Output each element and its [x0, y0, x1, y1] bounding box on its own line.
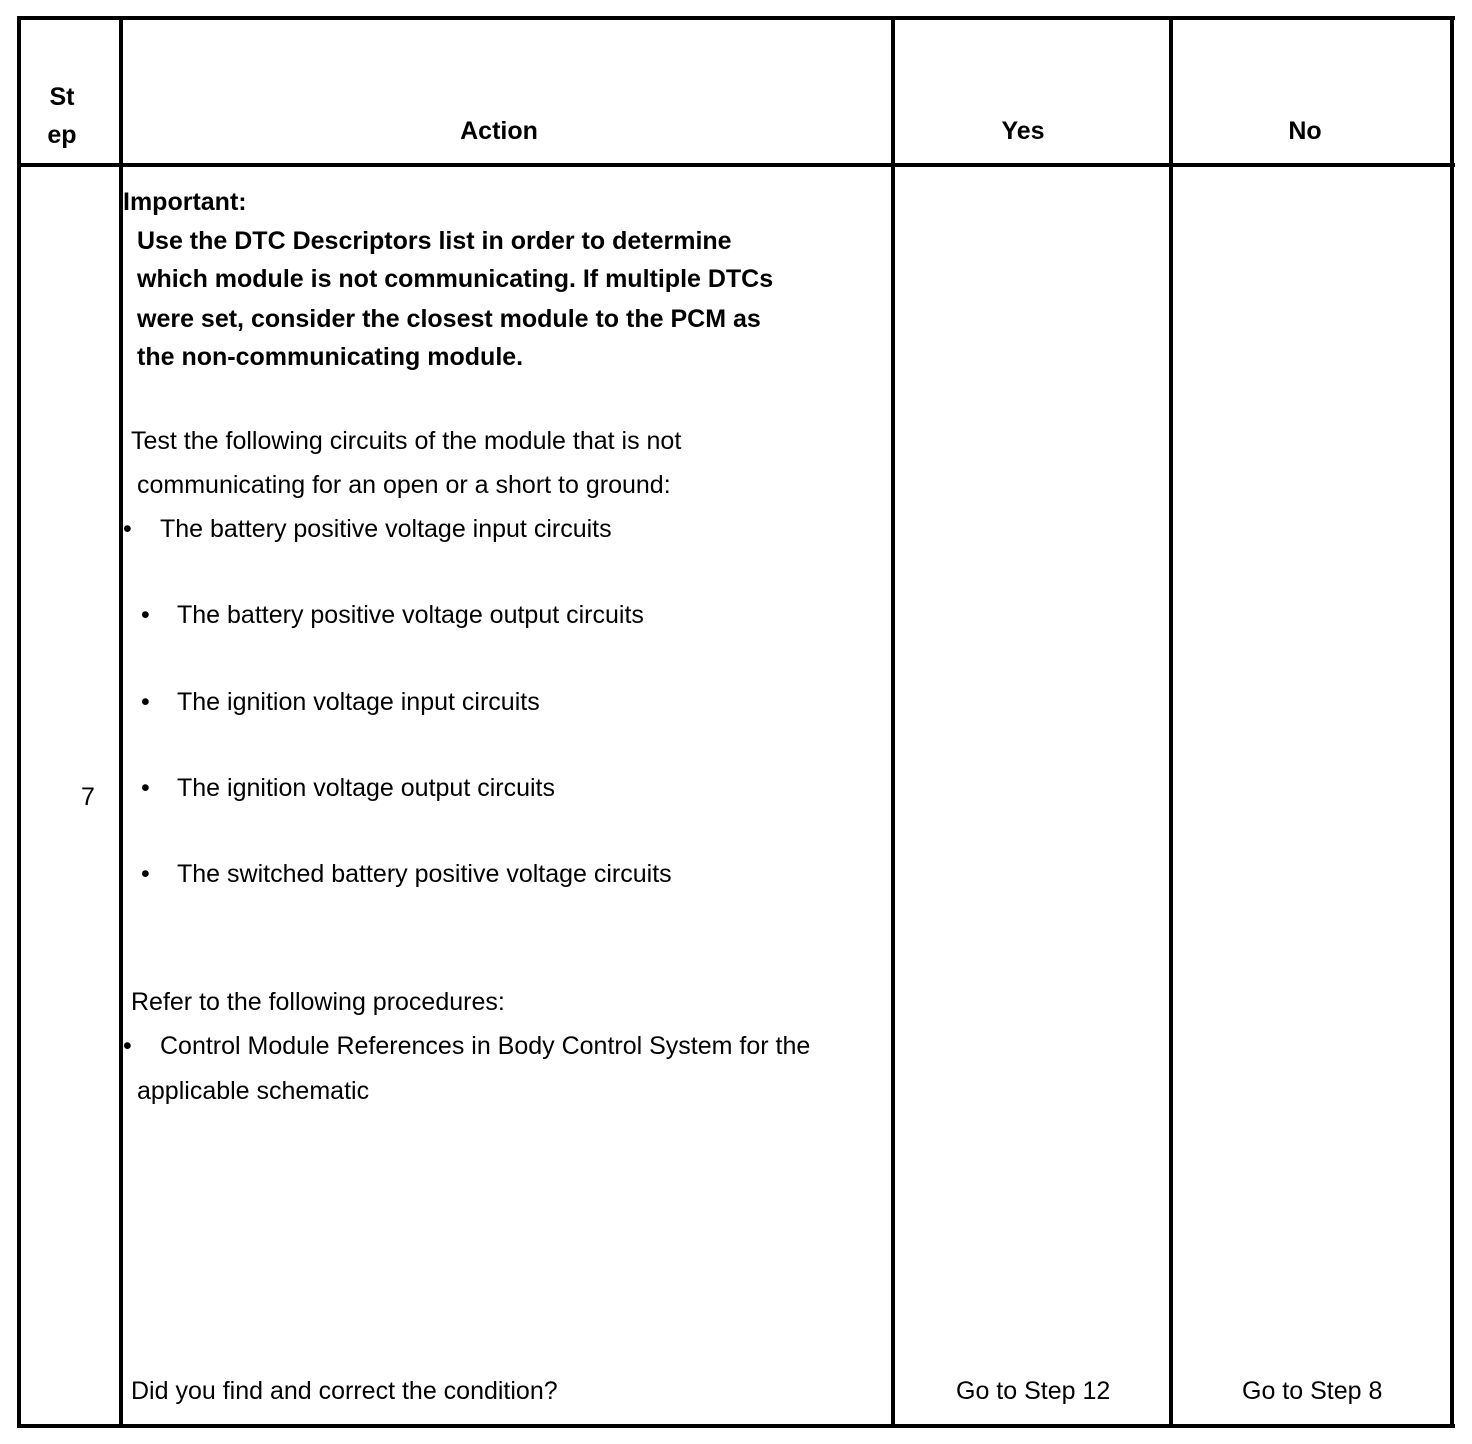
- test-item-1: The battery positive voltage input circuits: [160, 515, 612, 543]
- important-line-1: Use the DTC Descriptors list in order to determine: [137, 227, 732, 255]
- table-right-border: [1450, 16, 1454, 1428]
- question: Did you find and correct the condition?: [131, 1377, 558, 1405]
- header-step-line1: St: [49, 83, 75, 111]
- refer-item-line-2: applicable schematic: [137, 1077, 370, 1105]
- table-top-border: [17, 16, 1455, 20]
- important-line-2: which module is not communicating. If multiple DTCs: [137, 265, 774, 293]
- test-intro-line-2: communicating for an open or a short to ground:: [137, 471, 671, 499]
- refer-intro: Refer to the following procedures:: [131, 988, 505, 1016]
- test-item-2: The battery positive voltage output circuits: [177, 601, 644, 629]
- bullet-icon: •: [141, 860, 150, 888]
- table-left-border: [17, 16, 21, 1428]
- bullet-icon: •: [141, 774, 150, 802]
- header-action: Action: [460, 117, 538, 145]
- bullet-icon: •: [123, 1032, 132, 1060]
- test-item-3: The ignition voltage input circuits: [177, 688, 540, 716]
- header-yes: Yes: [1001, 117, 1045, 145]
- step-number: 7: [81, 783, 95, 811]
- yes-result: Go to Step 12: [956, 1377, 1111, 1405]
- important-line-4: the non-communicating module.: [137, 343, 524, 371]
- header-step-line2: ep: [47, 121, 77, 149]
- table-bottom-border: [17, 1424, 1455, 1428]
- important-line-3: were set, consider the closest module to the PCM as: [137, 305, 761, 333]
- test-intro-line-1: Test the following circuits of the module that is not: [131, 427, 682, 455]
- header-step: [21, 78, 103, 154]
- bullet-icon: •: [141, 601, 150, 629]
- bullet-icon: •: [123, 515, 132, 543]
- bullet-icon: •: [141, 688, 150, 716]
- refer-item-line-1: Control Module References in Body Control System for the: [160, 1032, 811, 1060]
- action-yes-divider: [891, 16, 895, 1428]
- step-action-divider: [119, 16, 123, 1428]
- important-label: Important:: [123, 188, 247, 216]
- no-result: Go to Step 8: [1242, 1377, 1383, 1405]
- yes-no-divider: [1169, 16, 1173, 1428]
- header-no: No: [1288, 117, 1322, 145]
- test-item-4: The ignition voltage output circuits: [177, 774, 555, 802]
- header-bottom-border: [17, 163, 1455, 167]
- test-item-5: The switched battery positive voltage circuits: [177, 860, 672, 888]
